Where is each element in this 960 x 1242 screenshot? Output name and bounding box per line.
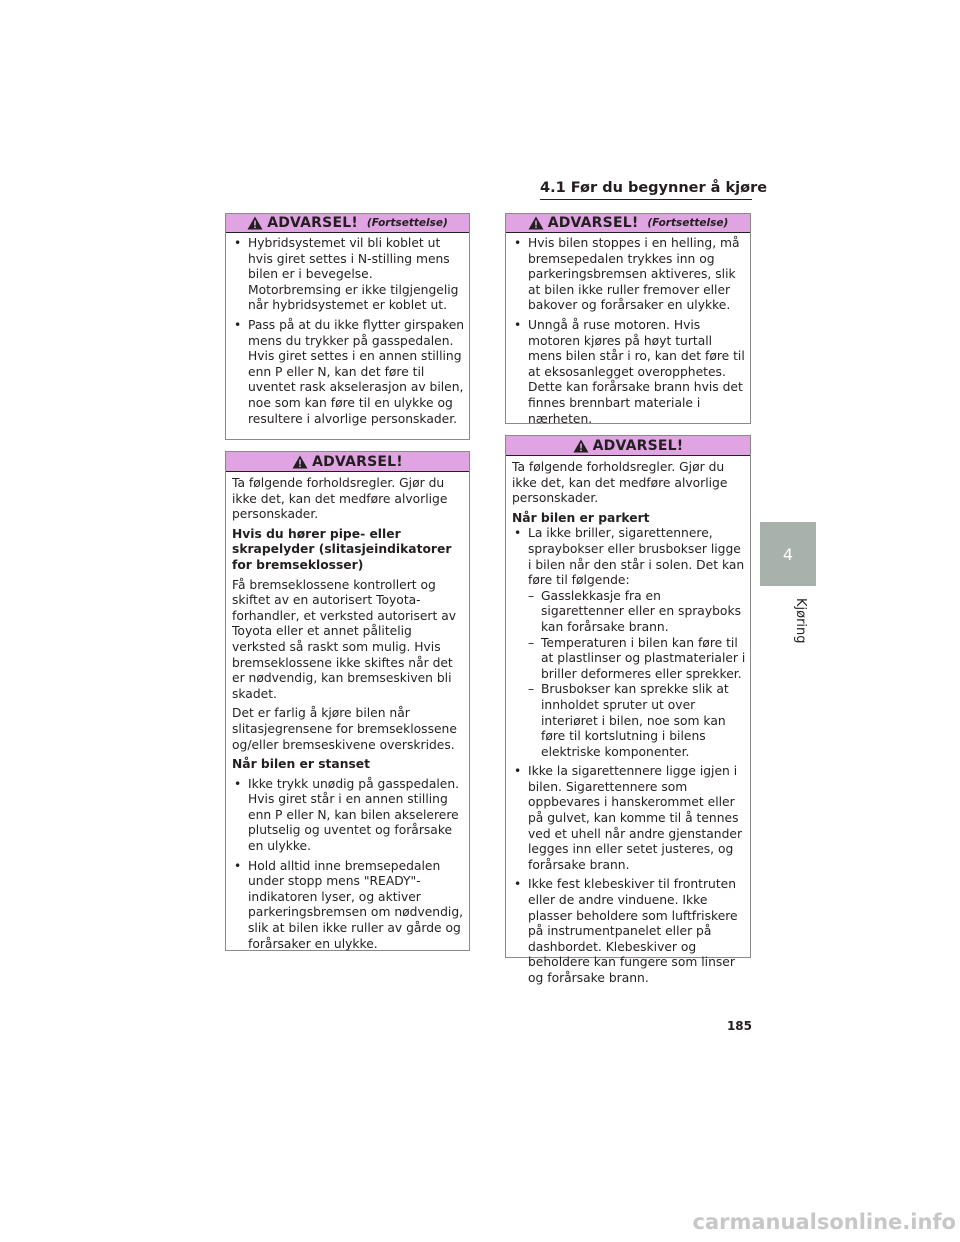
warning-title: ADVARSEL! <box>312 453 403 470</box>
warning-body <box>506 460 750 991</box>
warning-intro: Ta følgende forholdsregler. Gjør du ikke det, kan det medføre alvorlige personskader. <box>512 460 728 506</box>
warning-body <box>226 236 469 431</box>
warning-title: ADVARSEL! <box>547 215 639 231</box>
sub-list-item: – Temperaturen i bilen kan føre til at plastlinser og plastmaterialer i briller deformeres eller sprekker. <box>528 636 746 683</box>
warning-box-2 <box>225 451 470 951</box>
warning-header <box>506 214 750 233</box>
list-item: • Ikke trykk unødig på gasspedalen. Hvis giret står i en annen stilling enn P eller N, kan bilen akselerere plutselig og uventet og forårsake en ulykke. <box>232 777 465 855</box>
warning-header <box>506 436 750 456</box>
list-item <box>512 526 746 760</box>
subheading: Når bilen er parkert <box>512 510 650 525</box>
watermark: carmanualsonline.info <box>692 1210 956 1234</box>
list-item: • Hybridsystemet vil bli koblet ut hvis giret settes i N-stilling mens bilen er i bevegelse. Motorbremsing er ikke tilgjengelig når hybridsystemet er koblet ut. <box>232 236 465 314</box>
list-item: • Hold alltid inne bremsepedalen under stopp mens "READY"-indikatoren lyser, og aktiver parkeringsbremsen om nødvendig, slik at bilen ikke ruller av gårde og forårsaker en ulykke. <box>232 859 465 953</box>
warning-triangle-icon <box>247 216 263 230</box>
warning-box-1 <box>225 213 470 440</box>
warning-box-3 <box>505 213 751 424</box>
warning-title: ADVARSEL! <box>267 215 358 231</box>
warning-body <box>506 236 750 431</box>
list-item: • Ikke fest klebeskiver til frontruten eller de andre vinduene. Ikke plasser beholdere som luftfriskere på instrumentpanelet eller på dashbordet. Klebeskiver og beholdere kan fungere som linser og forårsake brann. <box>512 877 746 986</box>
list-item: • Unngå å ruse motoren. Hvis motoren kjøres på høyt turtall mens bilen står i ro, kan det føre til at eksosanlegget overopphetes. Dette kan forårsake brann hvis det finnes brennbart materiale i nærheten. <box>512 318 746 427</box>
sub-list-item: – Brusbokser kan sprekke slik at innholdet spruter ut over interiøret i bilen, noe som kan føre til kortslutning i bilens elektriske komponenter. <box>528 682 746 760</box>
warning-box-4 <box>505 435 751 985</box>
warning-triangle-icon <box>573 439 589 453</box>
paragraph: Få bremseklossene kontrollert og skiftet av en autorisert Toyota-forhandler, et verksted autorisert av Toyota eller et annet pålitelig verksted så raskt som mulig. Hvis bremseklossene ikke skiftes når det er nødvendig, kan bremseskiven bli skadet. <box>232 577 457 701</box>
warning-continued: (Fortsettelse) <box>647 217 729 229</box>
list-item: • Pass på at du ikke flytter girspaken mens du trykker på gasspedalen. Hvis giret settes i en annen stilling enn P eller N, kan det føre til uventet rask akselerasjon av bilen, noe som kan føre til en ulykke og resultere i alvorlige personskader. <box>232 318 465 427</box>
paragraph: Det er farlig å kjøre bilen når slitasjegrensene for bremseklossene og/eller bremseskivene overskrides. <box>232 706 457 752</box>
warning-header <box>226 452 469 472</box>
subheading: Når bilen er stanset <box>232 757 371 772</box>
list-item: • Ikke la sigarettennere ligge igjen i bilen. Sigarettennere som oppbevares i hanskerommet eller på gulvet, kan komme til å tennes ved et uhell når andre gjenstander legges inn eller setet justeres, og forårsake brann. <box>512 764 746 873</box>
warning-body <box>226 476 469 956</box>
header-rule <box>540 199 752 200</box>
section-title: 4.1 Før du begynner å kjøre <box>540 180 768 196</box>
warning-title: ADVARSEL! <box>592 437 684 454</box>
chapter-label: Kjøring <box>793 598 808 644</box>
warning-triangle-icon <box>528 216 544 230</box>
sub-list-item: – Gasslekkasje fra en sigarettenner eller en sprayboks kan forårsake brann. <box>528 589 746 636</box>
page-number: 185 <box>726 1019 752 1033</box>
subheading: Hvis du hører pipe- eller skrapelyder (slitasjeindikatorer for bremseklosser) <box>232 526 452 572</box>
warning-continued: (Fortsettelse) <box>366 217 448 229</box>
list-item: • Hvis bilen stoppes i en helling, må bremsepedalen trykkes inn og parkeringsbremsen aktiveres, slik at bilen ikke ruller fremover eller bakover og forårsaker en ulykke. <box>512 236 746 314</box>
warning-header <box>226 214 469 233</box>
warning-triangle-icon <box>292 455 308 469</box>
chapter-number: 4 <box>782 544 794 564</box>
chapter-tab[interactable] <box>760 522 816 586</box>
list-item-text: La ikke briller, sigarettennere, spraybokser eller brusbokser ligge i bilen når den står i solen. Det kan føre til følgende: <box>528 526 745 588</box>
warning-intro: Ta følgende forholdsregler. Gjør du ikke det, kan det medføre alvorlige personskader. <box>232 476 448 522</box>
